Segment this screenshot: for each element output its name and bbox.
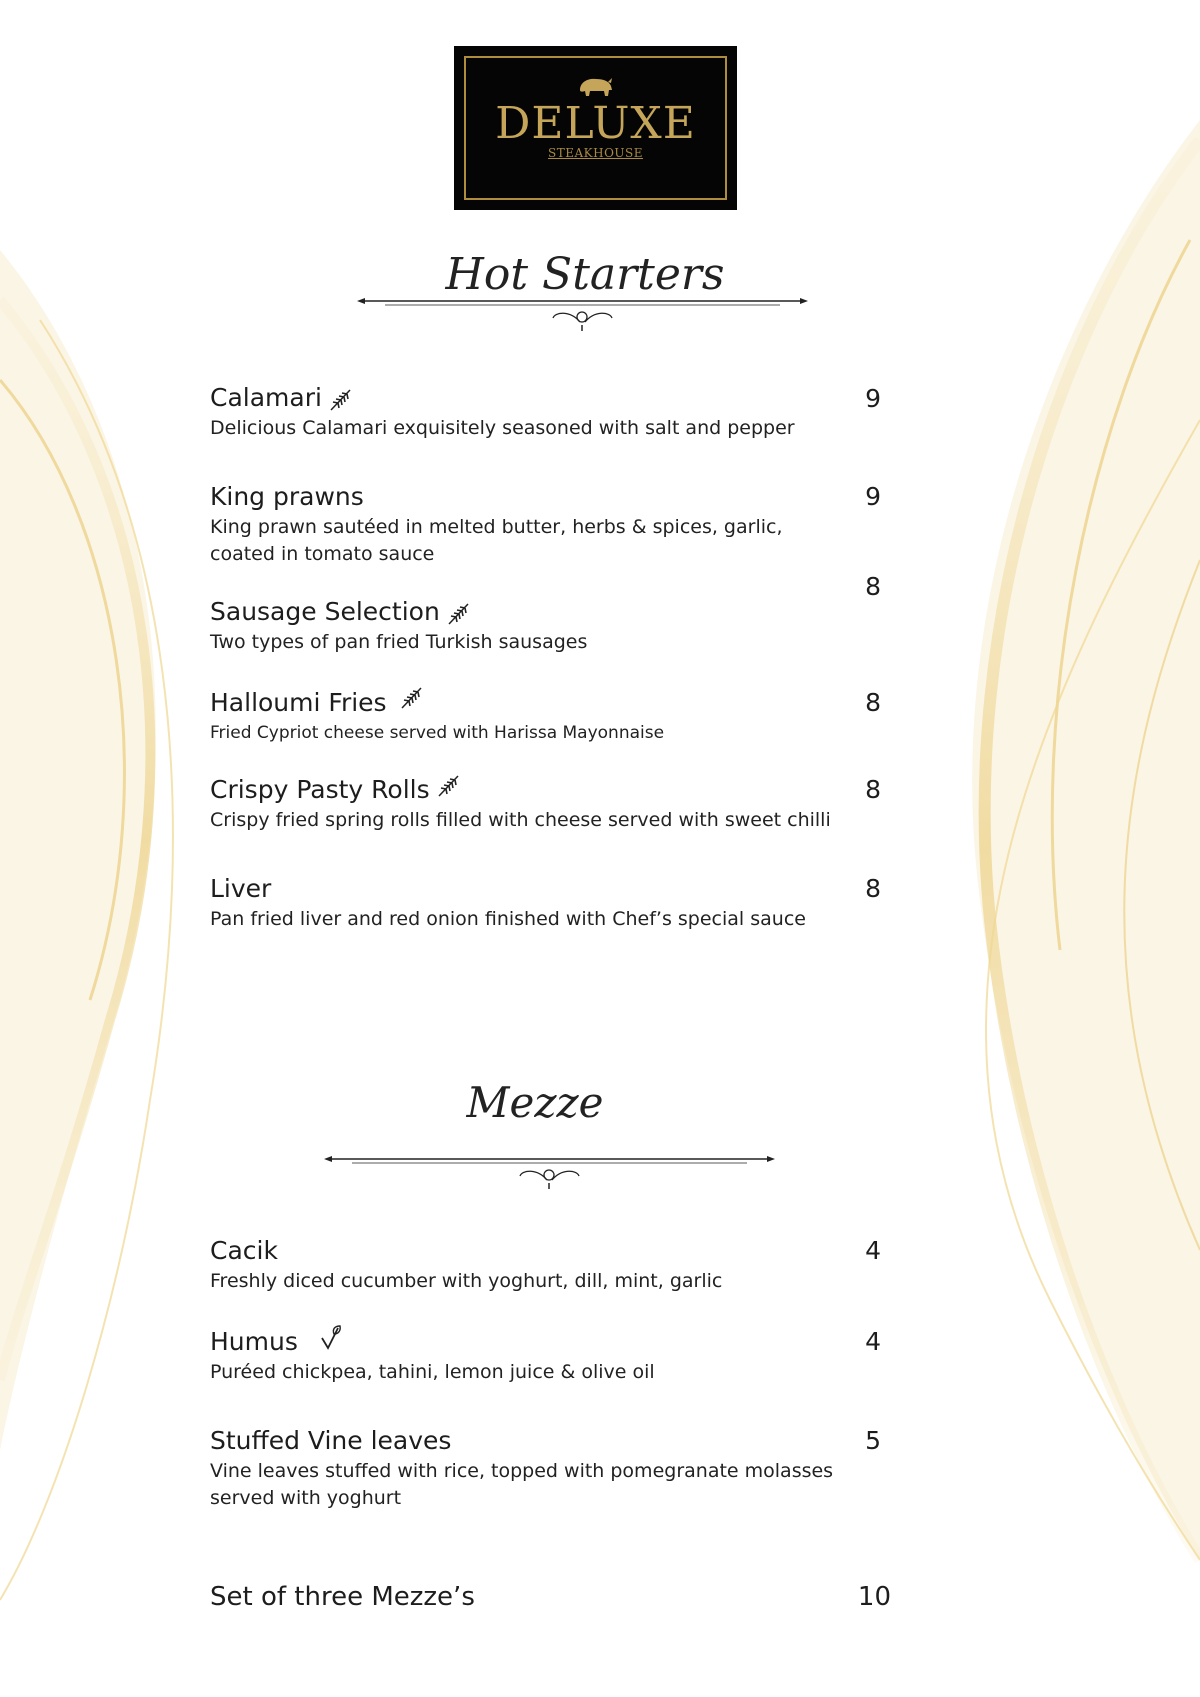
menu-item [210,383,910,442]
menu-item [210,1327,910,1386]
wheat-icon [446,600,472,626]
item-price: 8 [865,688,881,717]
vegan-icon [318,1324,344,1352]
item-price: 4 [865,1236,881,1265]
item-price: 8 [865,775,881,804]
item-name: Humus [210,1327,910,1357]
item-name: Liver [210,874,272,903]
item-description: Two types of pan fried Turkish sausages [210,631,588,653]
item-name: King prawns [210,482,364,511]
menu-item [210,1236,910,1295]
logo-subtitle: STEAKHOUSE [547,146,643,160]
menu-item [210,1426,910,1512]
section-title-mezze: Mezze [466,1078,604,1127]
item-price: 9 [865,384,881,413]
ornament-divider [322,1148,777,1192]
item-description: Crispy fried spring rolls filled with cheese served with sweet chilli [210,809,831,831]
item-price: 8 [865,572,881,601]
wheat-icon [399,684,425,710]
item-description: Vine leaves stuffed with rice, topped with pomegranate molasses served with yoghurt [210,1460,834,1509]
item-price: 4 [865,1327,881,1356]
wheat-icon [436,772,462,798]
logo-name: DELUXE [495,98,696,149]
menu-item [210,1582,910,1612]
ornament-divider [355,290,810,334]
item-description: Fried Cypriot cheese served with Harissa Mayonnaise [210,723,665,743]
item-price: 8 [865,874,881,903]
item-name: Sausage Selection [210,597,910,627]
logo [454,46,737,210]
bison-icon [576,72,616,100]
item-description: Freshly diced cucumber with yoghurt, dill, mint, garlic [210,1270,723,1292]
item-name: Set of three Mezze’s [210,1582,475,1612]
item-name: Cacik [210,1236,278,1265]
menu-item [210,775,910,834]
item-name: Calamari [210,383,910,413]
menu-item [210,482,910,568]
item-name: Crispy Pasty Rolls [210,775,910,805]
item-price: 5 [865,1426,881,1455]
section-title-hot-starters: Hot Starters [445,249,725,300]
menu-item [210,874,910,933]
item-price: 9 [865,482,881,511]
item-price: 10 [857,1582,891,1612]
item-description: Pan fried liver and red onion finished with Chef’s special sauce [210,908,806,930]
item-name: Halloumi Fries [210,688,910,718]
item-name: Stuffed Vine leaves [210,1426,452,1455]
menu-item [210,688,910,747]
item-description: Delicious Calamari exquisitely seasoned with salt and pepper [210,417,795,439]
item-description: King prawn sautéed in melted butter, herbs & spices, garlic, coated in tomato sauce [210,516,783,565]
menu-item [210,597,910,656]
wheat-icon [328,386,354,412]
item-description: Puréed chickpea, tahini, lemon juice & olive oil [210,1361,655,1383]
